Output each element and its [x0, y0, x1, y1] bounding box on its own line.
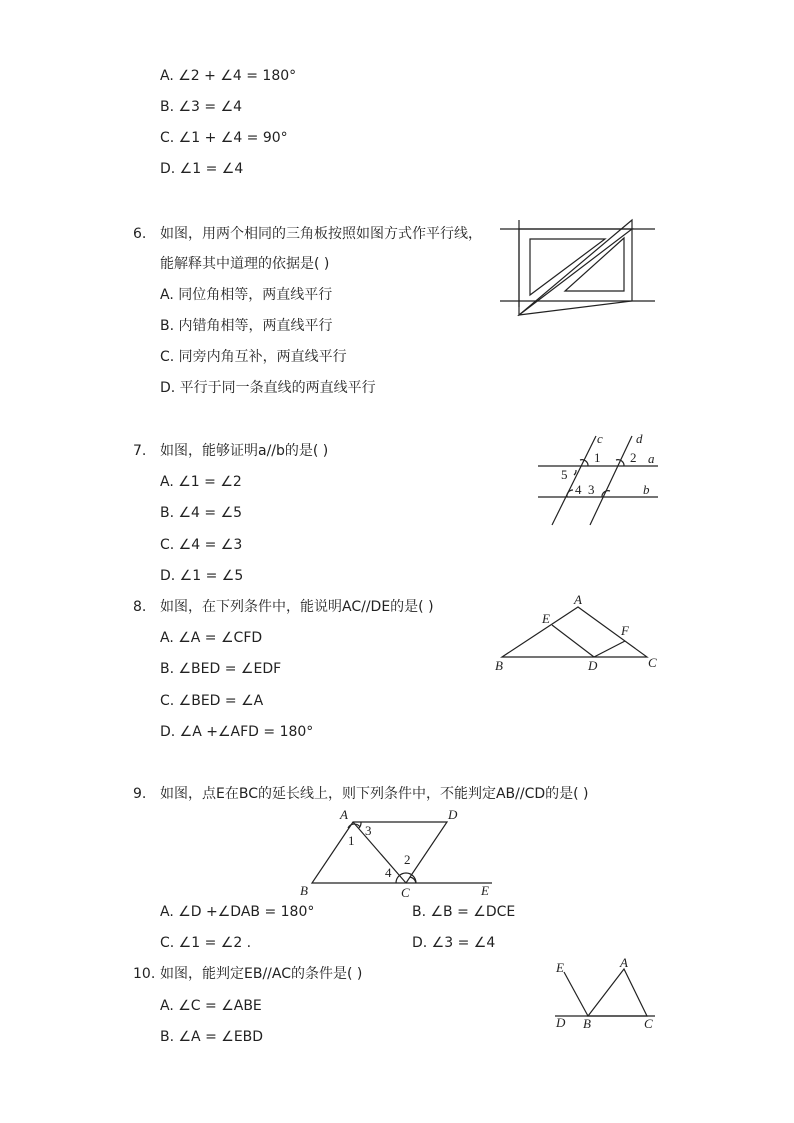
q9-label-c: C — [401, 885, 410, 900]
q10-triangle-figure — [550, 955, 665, 1035]
q9-label-b: B — [300, 883, 308, 898]
q9-diagonal-ac — [353, 822, 406, 883]
q6-option-b: B. 内错角相等，两直线平行 — [160, 318, 333, 334]
q6-option-a: A. 同位角相等，两直线平行 — [160, 287, 333, 303]
q6-number: 6. — [133, 226, 147, 242]
q10-label-e: E — [556, 960, 564, 975]
q5-option-b: B. ∠3 = ∠4 — [160, 99, 243, 115]
q6-stem-line2: 能解释其中道理的依据是( ) — [160, 256, 330, 272]
q9-label-a: A — [340, 807, 348, 822]
q6-triangle-ruler-figure — [495, 212, 660, 322]
q10-label-b: B — [583, 1016, 591, 1031]
q10-segment-eb — [564, 972, 588, 1016]
q5-option-a: A. ∠2 + ∠4 = 180° — [160, 68, 297, 84]
q10-stem: 如图，能判定EB//AC的条件是( ) — [160, 966, 363, 982]
q8-label-c: C — [648, 655, 657, 670]
q8-label-f: F — [621, 623, 629, 638]
q6-triangle-outer-1 — [519, 229, 632, 315]
q7-label-b: b — [643, 482, 650, 497]
q8-option-b: B. ∠BED = ∠EDF — [160, 661, 282, 677]
q10-option-a: A. ∠C = ∠ABE — [160, 998, 262, 1014]
q6-option-c: C. 同旁内角互补，两直线平行 — [160, 349, 347, 365]
q9-option-a: A. ∠D +∠DAB = 180° — [160, 904, 315, 920]
q7-stem: 如图，能够证明a//b的是( ) — [160, 443, 329, 459]
q7-label-3: 3 — [588, 482, 595, 497]
q9-label-e: E — [481, 883, 489, 898]
q7-label-c: c — [597, 431, 603, 446]
q9-option-b: B. ∠B = ∠DCE — [412, 904, 516, 920]
q9-label-3: 3 — [365, 823, 372, 838]
q9-option-c: C. ∠1 = ∠2 . — [160, 935, 252, 951]
q7-label-a: a — [648, 451, 655, 466]
q9-label-2: 2 — [404, 852, 411, 867]
q7-angle-2-arc — [616, 460, 624, 466]
q9-label-4: 4 — [385, 865, 392, 880]
q9-number: 9. — [133, 786, 147, 802]
q7-line-c — [552, 436, 596, 525]
q6-option-d: D. 平行于同一条直线的两直线平行 — [160, 380, 376, 396]
q5-option-c: C. ∠1 + ∠4 = 90° — [160, 130, 288, 146]
q8-triangle-figure — [490, 590, 665, 675]
q7-parallel-lines-figure — [530, 430, 660, 530]
q9-option-d: D. ∠3 = ∠4 — [412, 935, 496, 951]
q10-triangle-abc — [588, 969, 647, 1016]
q7-label-d: d — [636, 431, 643, 446]
q7-label-2: 2 — [630, 450, 637, 465]
q9-stem: 如图，点E在BC的延长线上，则下列条件中，不能判定AB//CD的是( ) — [160, 786, 589, 802]
q8-number: 8. — [133, 599, 147, 615]
q10-label-d: D — [556, 1015, 566, 1030]
q10-number: 10. — [133, 966, 156, 982]
q6-triangle-inner-2 — [565, 238, 624, 291]
q7-label-1: 1 — [594, 450, 601, 465]
q8-label-a: A — [574, 592, 582, 607]
q9-label-1: 1 — [348, 833, 355, 848]
q10-option-b: B. ∠A = ∠EBD — [160, 1029, 264, 1045]
q7-label-5: 5 — [561, 467, 568, 482]
q8-option-c: C. ∠BED = ∠A — [160, 693, 264, 709]
q8-stem: 如图，在下列条件中，能说明AC//DE的是( ) — [160, 599, 434, 615]
q8-segment-df — [594, 641, 625, 657]
q7-number: 7. — [133, 443, 147, 459]
q7-option-a: A. ∠1 = ∠2 — [160, 474, 242, 490]
q7-angle-4-arc — [567, 490, 573, 497]
q7-option-b: B. ∠4 = ∠5 — [160, 505, 243, 521]
q10-label-a: A — [620, 955, 628, 970]
q8-option-d: D. ∠A +∠AFD = 180° — [160, 724, 314, 740]
q10-label-c: C — [644, 1016, 653, 1031]
q7-angle-5-arc — [574, 470, 576, 475]
q7-option-d: D. ∠1 = ∠5 — [160, 568, 244, 584]
q8-option-a: A. ∠A = ∠CFD — [160, 630, 263, 646]
q7-label-4: 4 — [575, 482, 582, 497]
q9-parallelogram-figure — [295, 805, 500, 900]
q5-option-d: D. ∠1 = ∠4 — [160, 161, 244, 177]
q8-label-e: E — [542, 611, 550, 626]
q9-angle-3-arc — [359, 822, 361, 828]
q8-segment-ed — [552, 625, 594, 657]
q7-option-c: C. ∠4 = ∠3 — [160, 537, 243, 553]
q9-label-d: D — [448, 807, 458, 822]
q6-stem-line1: 如图，用两个相同的三角板按照如图方式作平行线， — [160, 226, 482, 242]
q8-label-d: D — [588, 658, 598, 673]
q8-label-b: B — [495, 658, 503, 673]
q6-triangle-inner-1 — [530, 239, 605, 295]
